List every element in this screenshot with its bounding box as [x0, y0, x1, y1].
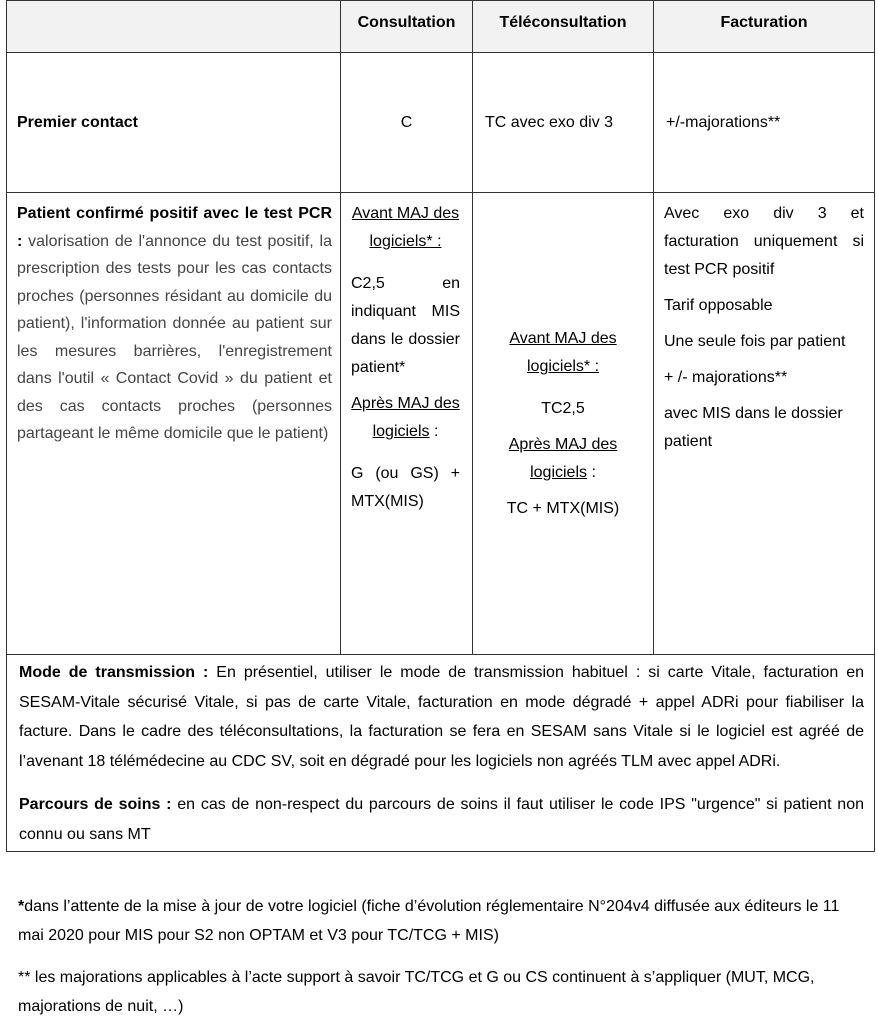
row2-fact-line3: Une seule fois par patient	[664, 333, 846, 350]
row2-label: Patient confirmé positif avec le test PCR :	[17, 205, 332, 250]
parcours-label: Parcours de soins :	[19, 796, 172, 813]
footnote-1-mark: *	[18, 898, 25, 915]
row2-consult-after-label: Après MAJ des logiciels	[351, 395, 460, 440]
row-patient-positif	[7, 193, 875, 655]
row2-tele-after-value: TC + MTX(MIS)	[506, 499, 620, 517]
footnote-1-text: dans l’attente de la mise à jour de votre logiciel (fiche d’évolution réglementaire N°204v4 diffusée aux éditeurs le 11 mai 2020 pour MIS pour S2 non OPTAM et V3 pour TC/TCG + MIS)	[18, 898, 840, 944]
footnote-1	[18, 892, 858, 950]
row2-tele-before-label: Avant MAJ des logiciels* :	[509, 329, 617, 375]
table-header-row	[7, 1, 875, 53]
row2-fact-line4: + /- majorations**	[664, 369, 788, 386]
mode-transmission-paragraph	[19, 655, 864, 776]
row2-description: valorisation de l'annonce du test positif, la prescription des tests pour les cas contacts proches (personnes résidant au domicile du patient), l'information donnée au patient sur les mesures barrières, l'enregistrement dans l'outil « Contact Covid » du patient et des cas contacts proches (personnes partageant le même domicile que le patient)	[17, 232, 332, 442]
row-transmission	[7, 655, 875, 852]
mode-transmission-text: En présentiel, utiliser le mode de transmission habituel : si carte Vitale, facturation en SESAM-Vitale sécurisé Vitale, si pas de carte Vitale, facturation en mode dégradé + appel ADRi pour fiabiliser la facture. Dans le cadre des téléconsultations, la facturation se fera en SESAM sans Vitale si le logiciel est agréé de l’avenant 18 télémédecine au CDC SV, soit en dégradé pour les logiciels non agréés TLM avec appel ADRi.	[19, 664, 864, 770]
parcours-text: en cas de non-respect du parcours de soins il faut utiliser le code IPS "urgence" si patient non connu ou sans MT	[19, 796, 864, 843]
row2-consult-before-value: C2,5 en indiquant MIS dans le dossier patient*	[351, 275, 460, 376]
parcours-paragraph	[19, 776, 864, 851]
row2-consult-after	[351, 390, 460, 446]
row2-consultation-cell	[341, 193, 473, 655]
row2-consult-before-label: Avant MAJ des logiciels* :	[351, 205, 460, 250]
row1-facturation: +/-majorations**	[654, 53, 875, 193]
header-teleconsultation: Téléconsultation	[473, 1, 654, 53]
header-blank	[7, 1, 341, 53]
row1-teleconsultation: TC avec exo div 3	[473, 53, 654, 193]
row-premier-contact	[7, 53, 875, 193]
row2-fact-line1: Avec exo div 3 et facturation uniquement si test PCR positif	[664, 205, 864, 278]
row2-fact-line2: Tarif opposable	[664, 297, 773, 314]
row2-tele-after-colon: :	[587, 463, 596, 481]
row2-fact-line5: avec MIS dans le dossier patient	[664, 405, 843, 450]
row2-tele-after-label: Après MAJ des logiciels	[508, 435, 618, 481]
row3-cell	[7, 655, 875, 852]
billing-table	[6, 0, 875, 852]
header-consultation: Consultation	[341, 1, 473, 53]
footnote-2: ** les majorations applicables à l’acte support à savoir TC/TCG et G ou CS continuent à s’appliquer (MUT, MCG, majorations de nuit, …)	[18, 969, 815, 1015]
row2-tele-before-value: TC2,5	[541, 399, 585, 417]
row2-teleconsultation-cell	[473, 193, 654, 655]
row2-tele-after	[483, 431, 643, 487]
header-facturation: Facturation	[654, 1, 875, 53]
row2-consult-after-value: G (ou GS) + MTX(MIS)	[351, 465, 460, 510]
row2-facturation-cell	[654, 193, 875, 655]
row2-consult-after-colon: :	[429, 423, 439, 440]
mode-transmission-label: Mode de transmission :	[19, 664, 209, 681]
row1-label: Premier contact	[7, 53, 341, 193]
row2-description-cell	[7, 193, 341, 655]
row1-consultation: C	[341, 53, 473, 193]
